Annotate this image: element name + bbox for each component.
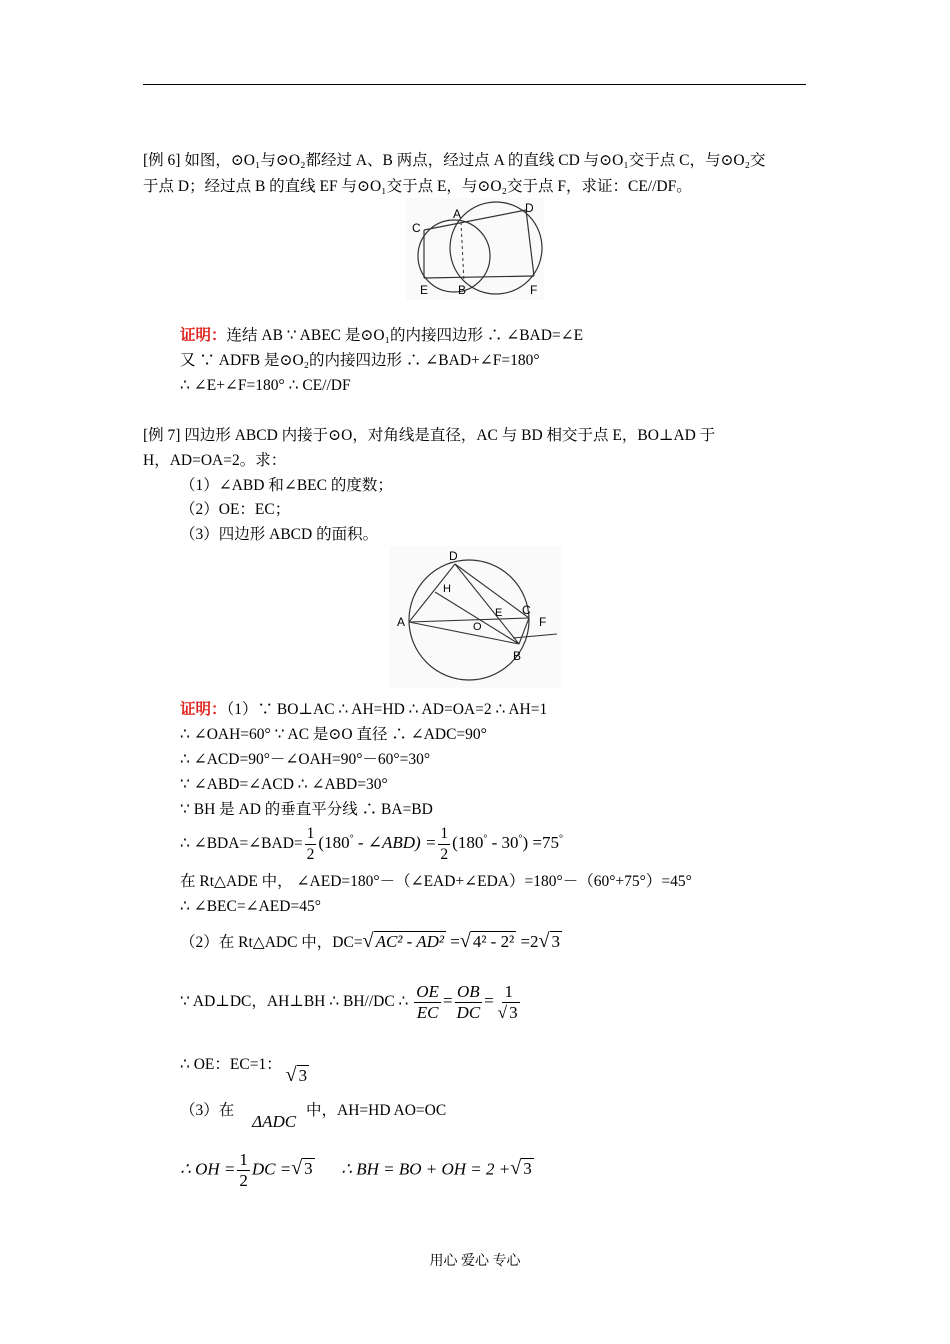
ex6-proof-line3: ∴ ∠E+∠F=180° ∴ CE//DF: [180, 377, 351, 394]
label-c: C: [522, 603, 531, 617]
label-b: B: [458, 283, 467, 297]
label-d: D: [525, 201, 534, 215]
fraction-ob-dc: $\frac{OB}{DC}$: [456, 982, 481, 1022]
label-b: B: [513, 649, 522, 663]
line-f: [513, 634, 557, 638]
ex7-proof-line7: 在 Rt△ADE 中， ∠AED=180°－（∠EAD+∠EDA）=180°－（60°+75°）=45°: [180, 873, 692, 890]
ex7-question1: （1）∠ABD 和∠BEC 的度数；: [180, 477, 393, 494]
label-e: E: [420, 283, 429, 297]
line-hb: [435, 592, 519, 644]
fraction-half: $\frac{1}{2}$: [239, 1150, 248, 1190]
line-ab: [461, 222, 464, 282]
fraction-one-root3: $\frac{1}{√ 3}$: [497, 982, 518, 1022]
label-c: C: [412, 221, 421, 235]
line-ef: [424, 276, 534, 278]
label-e: E: [495, 607, 503, 619]
label-a: A: [453, 207, 462, 221]
label-f: F: [530, 283, 538, 297]
proof-label: 证明：: [180, 327, 227, 344]
line-ab: [409, 622, 519, 644]
fraction-half: $\frac{1}{2}$: [440, 825, 449, 863]
ex6-statement-line1: [例 6] 如图，⊙O₁与⊙O₂都经过 A、B 两点，经过点 A 的直线 CD 与⊙O₁交于点 C，与⊙O₂交: [143, 152, 766, 169]
sqrt-expr: √ 4² - 2²: [459, 930, 515, 952]
header-rule: [143, 84, 806, 85]
ex7-angle-formula: ∴ ∠BDA=∠BAD= $\frac{1}{2}$ (180° - ∠ABD) = $\frac{1}{2}$ (180° - 30°) =75°: [180, 825, 564, 863]
label-o: O: [473, 621, 482, 633]
proof-label: 证明：: [180, 701, 227, 718]
label-d: D: [449, 549, 458, 563]
ex6-figure: [406, 198, 544, 300]
ex6-proof-line1: 证明：连结 AB ∵ ABEC 是⊙O₁的内接四边形 ∴ ∠BAD=∠E: [180, 327, 584, 344]
ex7-part3-line: （3）在 ΔADC 中，AH=HD AO=OC: [180, 1102, 447, 1131]
ex7-ratio-formula: ∵ AD⊥DC，AH⊥BH ∴ BH//DC ∴ $\frac{OE}{EC}$ = $\frac{OB}{DC}$ = $\frac{1}{√ 3}$: [180, 982, 524, 1023]
ex6-statement-line2: 于点 D；经过点 B 的直线 EF 与⊙O₁交于点 E，与⊙O₂交于点 F，求证：CE//DF。: [143, 178, 692, 195]
ex7-statement-line2: H，AD=OA=2。求：: [143, 452, 287, 469]
sqrt-expr: √ AC² - AD²: [362, 930, 444, 952]
label-f: F: [539, 615, 547, 629]
ex7-question3: （3）四边形 ABCD 的面积。: [180, 526, 379, 543]
page-footer: 用心 爱心 专心: [429, 1254, 521, 1269]
circle-o1: [418, 220, 490, 292]
ex7-oe-ec-result: ∴ OE：EC=1： √ 3: [180, 1056, 308, 1086]
label-a: A: [397, 615, 406, 629]
ex7-proof-line2: ∴ ∠OAH=60° ∵ AC 是⊙O 直径 ∴ ∠ADC=90°: [180, 726, 487, 743]
ex7-proof-line8: ∴ ∠BEC=∠AED=45°: [180, 898, 321, 915]
ex7-proof-line4: ∵ ∠ABD=∠ACD ∴ ∠ABD=30°: [180, 776, 388, 793]
sqrt-expr: √ 3: [291, 1157, 313, 1180]
ex7-proof-line1: 证明：（1）∵ BO⊥AC ∴ AH=HD ∴ AD=OA=2 ∴ AH=1: [180, 701, 548, 718]
sqrt-expr: √ 3: [510, 1157, 532, 1180]
fraction-half: $\frac{1}{2}$: [306, 825, 315, 863]
sqrt-expr: √ 3: [538, 930, 561, 952]
sqrt-expr: √ 3: [285, 1064, 308, 1086]
label-h: H: [443, 583, 451, 595]
fraction-oe-ec: $\frac{OE}{EC}$: [416, 982, 439, 1022]
ex7-dc-formula: （2）在 Rt△ADC 中，DC=√ AC² - AD² =√ 4² - 2² =2√ 3: [180, 930, 561, 952]
line-ac: [409, 618, 529, 622]
ex7-statement-line1: [例 7] 四边形 ABCD 内接于⊙O，对角线是直径，AC 与 BD 相交于点 E，BO⊥AD 于: [143, 427, 716, 444]
ex7-question2: （2）OE：EC；: [180, 501, 291, 518]
ex6-proof-line2: 又 ∵ ADFB 是⊙O₂的内接四边形 ∴ ∠BAD+∠F=180°: [180, 352, 540, 369]
ex7-proof-line5: ∵ BH 是 AD 的垂直平分线 ∴ BA=BD: [180, 801, 433, 818]
ex7-figure: [389, 546, 561, 688]
ex7-oh-bh-formula: ∴ OH = $\frac{1}{2}$ DC =√ 3 ∴ BH = BO + OH = 2 +√ 3: [180, 1150, 532, 1190]
ex7-proof-line3: ∴ ∠ACD=90°－∠OAH=90°－60°=30°: [180, 751, 431, 768]
